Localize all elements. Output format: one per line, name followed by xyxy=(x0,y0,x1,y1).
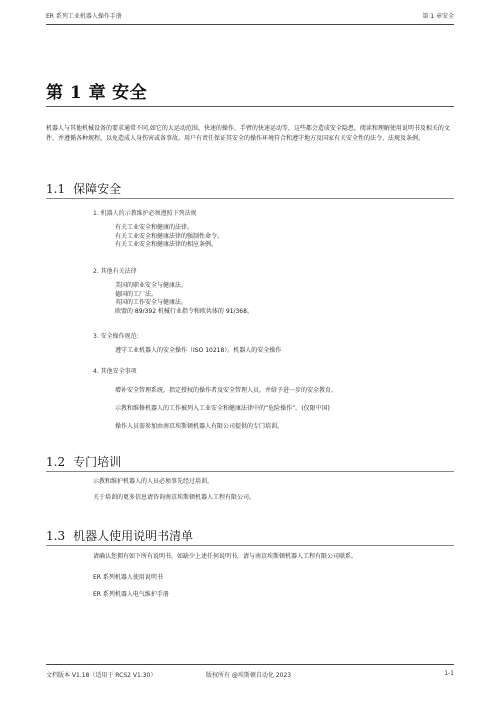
sub-list xyxy=(115,382,337,436)
manual-list-item: ER 系列机器人使用说明书 xyxy=(93,574,163,581)
header-manual-title: ER 系列工业机器人操作手册 xyxy=(46,13,122,20)
body-line: 请确认您拥有如下所有说明书。如缺少上述任何说明书，请与南京埃斯顿机器人工程有限公司联系。 xyxy=(93,553,358,560)
chapter-name: 安全 xyxy=(112,83,148,103)
header-chapter: 第 1 章安全 xyxy=(422,13,454,20)
chapter-rule xyxy=(46,106,454,107)
section-rule xyxy=(46,545,454,546)
section-title: 机器人使用说明书清单 xyxy=(73,529,194,543)
list-item-label: 2. 其他有关法律 xyxy=(93,268,137,275)
footer-page-number: 1-1 xyxy=(444,670,454,677)
section-title: 专门培训 xyxy=(73,455,122,469)
list-line: 美国的职业安全与健康法。 xyxy=(115,282,188,289)
sub-list xyxy=(115,224,223,250)
list-item-label: 3. 安全操作规范: xyxy=(93,333,139,340)
list-item-label: 1. 机器人的示教维护必须遵照下列法规 xyxy=(93,210,197,217)
footer-rule xyxy=(46,664,454,665)
sub-list xyxy=(115,347,281,356)
footer-copyright: 版权所有 @埃斯顿自动化 2023 xyxy=(206,672,292,679)
section-heading-1-2 xyxy=(46,453,121,470)
list-line: 英国的工作安全与健康法。 xyxy=(115,299,188,307)
header-rule xyxy=(46,24,454,25)
list-line: 操作人员需参加由南京埃斯顿机器人有限公司提供的专门培训。 xyxy=(115,423,284,430)
sub-list xyxy=(115,282,253,316)
page-header xyxy=(46,7,454,20)
section-title: 保障安全 xyxy=(73,182,122,196)
list-item-label: 4. 其他安全事项 xyxy=(93,368,137,375)
section-number: 1.2 xyxy=(46,455,66,469)
section-heading-1-1 xyxy=(46,180,121,197)
list-line: 有关工业安全和健康的法律。 xyxy=(115,224,194,231)
list-line: 示教和维修机器人的工作被列入工业安全和健康法律中的“危险操作”。(仅限中国) xyxy=(115,405,330,412)
section-number: 1.1 xyxy=(46,182,66,196)
section-rule xyxy=(46,471,454,472)
page-footer xyxy=(46,670,454,679)
list-line: 增补安全管理系统。指定授权的操作者及安全管理人员，并给予进一步的安全教育。 xyxy=(115,387,338,394)
list-line: 有关工业安全和健康法律的相应条例。 xyxy=(115,241,218,249)
list-line: 有关工业安全和健康法律的强制性命令。 xyxy=(115,232,224,240)
chapter-number: 第 1 章 xyxy=(46,83,107,103)
list-line: 遵守工业机器人的安全操作（ISO 10218）。机器人的安全操作 xyxy=(115,347,282,354)
body-line: 关于培训的更多信息请咨询南京埃斯顿机器人工程有限公司。 xyxy=(93,494,256,501)
footer-doc-version: 文档版本 V1.18（适用于 RCS2 V1.30） xyxy=(46,672,157,679)
chapter-title xyxy=(46,78,147,103)
section-heading-1-3 xyxy=(46,527,193,544)
list-line: 德国的工厂法。 xyxy=(115,290,158,298)
section-rule xyxy=(46,198,454,199)
list-line: 欧盟的 89/392 机械行业指令和欧共体的 91/368。 xyxy=(115,307,253,315)
section-number: 1.3 xyxy=(46,529,66,543)
chapter-intro: 机器人与其他机械设备的要求通常不同,如它的大运动范围、快速的操作、手臂的快速运动等，这些都会造成安全隐患。阅读和理解使用说明书及相关的文件，并遵循各种规程，以免造成人身伤害或备事故。用户有责任保证其安全的操作环境符合和遵守地方及国家有关安全性的法令、法规及条例。 xyxy=(46,125,450,142)
manual-list-item: ER 系列机器人电气维护手册 xyxy=(93,591,169,598)
body-line: 示教和维护机器人的人员必须事先经过培训。 xyxy=(93,478,214,485)
